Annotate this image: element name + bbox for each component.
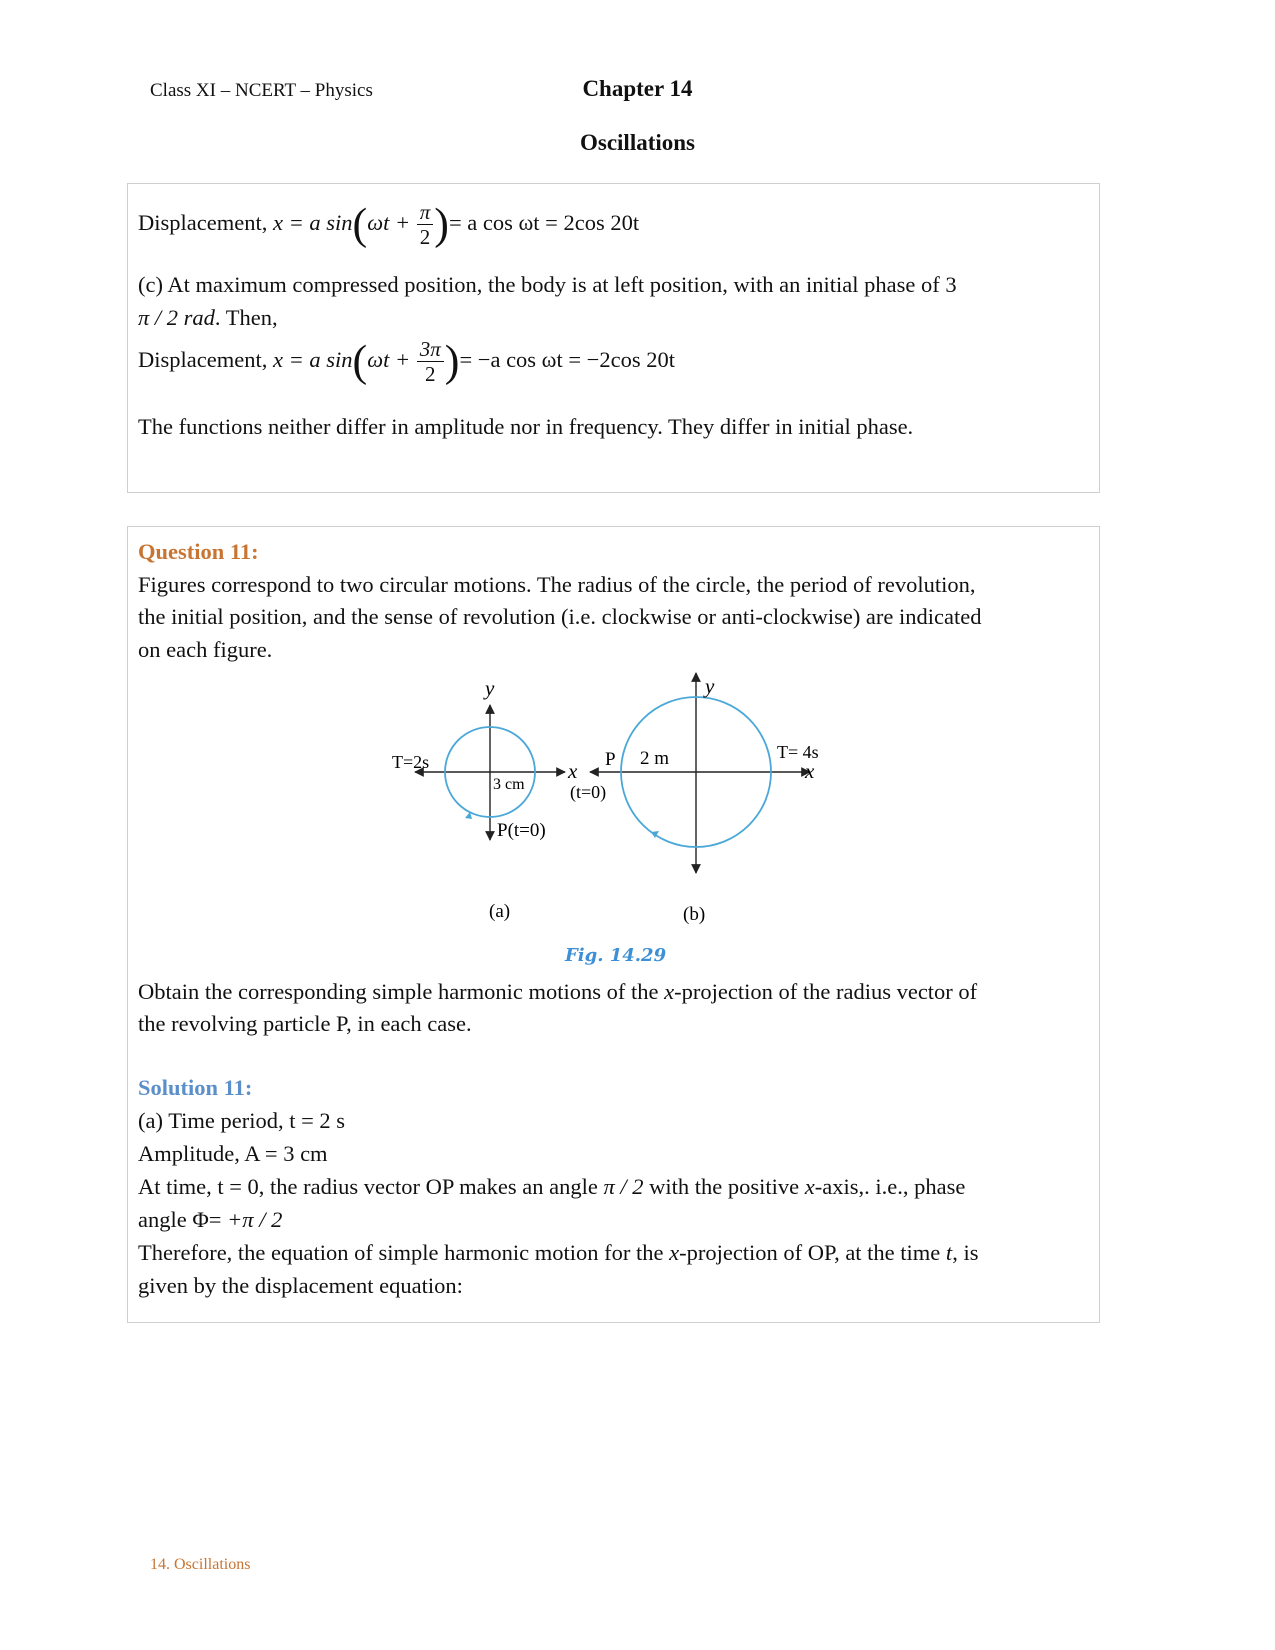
eq1-fraction: $\frac{\pi}{2}$ — [417, 200, 434, 249]
b-t0-label: (t=0) — [570, 782, 607, 802]
a-p-label: P(t=0) — [497, 820, 546, 841]
a-period-label: T=2s — [392, 752, 430, 772]
paren-open-2: ( — [352, 336, 368, 386]
eq1-lhs: x = a sin — [272, 209, 353, 235]
a-x-label: x — [568, 759, 578, 783]
b-y-label: y — [705, 674, 715, 698]
disp-label-2: Displacement, — [138, 346, 268, 372]
question-text-3: on each figure. — [138, 637, 273, 662]
solution-title: Solution 11: — [138, 1075, 253, 1100]
para-c-math: π / 2 rad — [138, 305, 215, 330]
solution-line-4: angle Φ= +π / 2 — [138, 1207, 283, 1232]
eq2-lhs: x = a sin — [272, 346, 353, 372]
footer-chapter: 14. Oscillations — [150, 1556, 251, 1573]
conclusion-text: The functions neither differ in amplitude nor in frequency. They differ in initial phase. — [138, 414, 914, 439]
equation-b — [138, 200, 639, 249]
question-after-2: the revolving particle P, in each case. — [138, 1011, 472, 1036]
solution-line-1: (a) Time period, t = 2 s — [138, 1108, 346, 1133]
chapter-title: Oscillations — [579, 130, 695, 155]
b-caption-label: (b) — [683, 904, 706, 925]
solution-line-3: At time, t = 0, the radius vector OP makes an angle π / 2 with the positive x-axis,. i.e., phase — [138, 1174, 966, 1199]
equation-c — [138, 337, 675, 386]
para-c-line2 — [138, 304, 278, 331]
header-course: Class XI – NCERT – Physics — [150, 80, 373, 101]
question-text-1: Figures correspond to two circular motions. The radius of the circle, the period of revolution, — [138, 572, 976, 597]
disp-label: Displacement, — [138, 209, 268, 235]
a-caption-label: (a) — [489, 901, 511, 922]
b-p-label: P — [605, 749, 616, 770]
circular-motion-figure — [0, 665, 1275, 925]
a-y-label: y — [485, 676, 495, 700]
eq1-rhs: = a cos ωt = 2cos 20t — [448, 209, 640, 235]
eq2-inner: ωt + — [367, 346, 411, 372]
solution-line-5: Therefore, the equation of simple harmonic motion for the x-projection of OP, at the time t, is — [138, 1240, 979, 1265]
figure-a — [392, 676, 578, 922]
eq2-rhs: = −a cos ωt = −2cos 20t — [459, 346, 675, 372]
a-radius-label: 3 cm — [493, 776, 525, 793]
b-x-label: x — [805, 759, 815, 783]
question-text-2: the initial position, and the sense of revolution (i.e. clockwise or anti-clockwise) are indicated — [138, 604, 982, 629]
figure-caption: Fig. 14.29 — [565, 945, 667, 966]
question-title: Question 11: — [138, 539, 259, 564]
eq2-fraction: $\frac{3\pi}{2}$ — [417, 337, 444, 386]
figure-b — [570, 673, 819, 925]
paren-close: ) — [434, 199, 449, 249]
para-c-line1: (c) At maximum compressed position, the body is at left position, with an initial phase of 3 — [138, 272, 957, 297]
para-c-rest: . Then, — [214, 305, 278, 330]
solution-line-6: given by the displacement equation: — [138, 1273, 463, 1298]
paren-open: ( — [352, 199, 368, 249]
b-radius-label: 2 m — [640, 748, 670, 769]
solution-line-2: Amplitude, A = 3 cm — [138, 1141, 328, 1166]
b-period-label: T= 4s — [777, 742, 819, 762]
paren-close-2: ) — [444, 336, 460, 386]
chapter-number: Chapter 14 — [582, 76, 693, 101]
question-after-1: Obtain the corresponding simple harmonic motions of the x-projection of the radius vector of — [138, 979, 978, 1004]
eq1-inner: ωt + — [367, 209, 411, 235]
